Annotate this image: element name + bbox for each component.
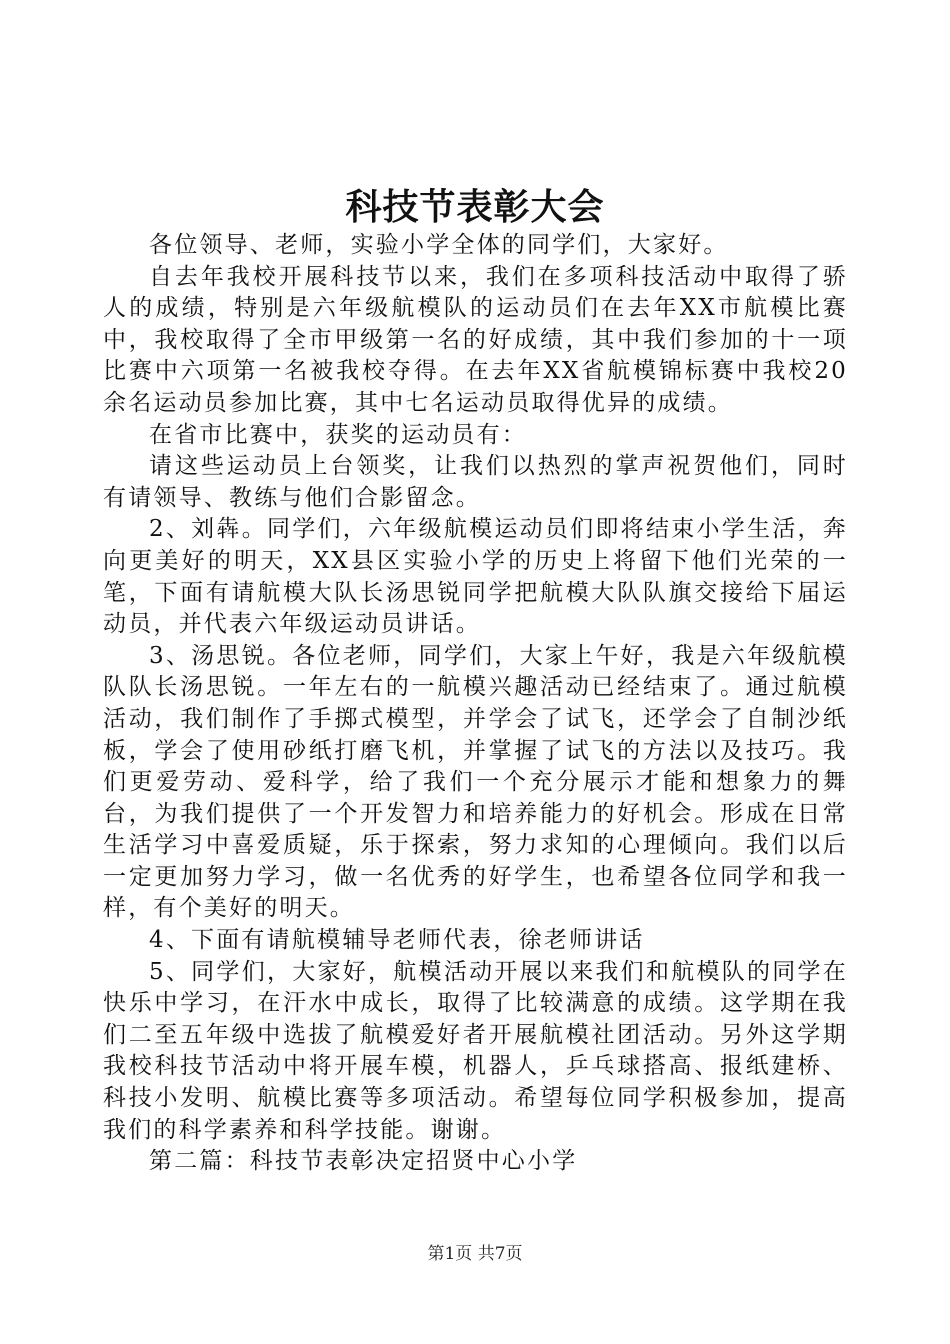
paragraph-second-article-heading: 第二篇：科技节表彰决定招贤中心小学 xyxy=(149,1148,578,1175)
page-indicator: 第1页 共7页 xyxy=(427,1244,523,1264)
paragraph-item-3: 3、汤思锐。各位老师，同学们，大家上午好，我是六年级航模队队长汤思锐。一年左右的一航模兴趣活动已经结束了。通过航模活动，我们制作了手掷式模型，并学会了试飞，还学会了自制沙纸板，学会了使用砂纸打磨飞机，并掌握了试飞的方法以及技巧。我们更爱劳动、爱科学，给了我们一个充分展示才能和想象力的舞台，为我们提供了一个开发智力和培养能力的好机会。形成在日常生活学习中喜爱质疑，乐于探索，努力求知的心理倾向。我们以后一定更加努力学习，做一名优秀的好学生，也希望各位同学和我一样，有个美好的明天。 xyxy=(103,642,848,922)
paragraph-award-ceremony: 请这些运动员上台领奖，让我们以热烈的掌声祝贺他们，同时有请领导、教练与他们合影留念。 xyxy=(103,453,848,511)
paragraph-greeting: 各位领导、老师，实验小学全体的同学们，大家好。 xyxy=(149,232,729,258)
paragraph-winners-intro: 在省市比赛中，获奖的运动员有： xyxy=(149,421,527,448)
paragraph-item-5: 5、同学们，大家好，航模活动开展以来我们和航模队的同学在快乐中学习，在汗水中成长，取得了比较满意的成绩。这学期在我们二至五年级中选拔了航模爱好者开展航模社团活动。另外这学期我校科技节活动中将开展车模，机器人，乒乓球搭高、报纸建桥、科技小发明、航模比赛等多项活动。希望每位同学积极参加，提高我们的科学素养和科学技能。谢谢。 xyxy=(103,958,848,1143)
paragraph-item-2: 2、刘犇。同学们，六年级航模运动员们即将结束小学生活，奔向更美好的明天，XX县区实验小学的历史上将留下他们光荣的一笔，下面有请航模大队长汤思锐同学把航模大队队旗交接给下届运动员，并代表六年级运动员讲话。 xyxy=(103,516,848,638)
paragraph-item-4: 4、下面有请航模辅导老师代表，徐老师讲话 xyxy=(149,927,645,954)
document-body xyxy=(103,230,848,1178)
paragraph-achievements: 自去年我校开展科技节以来，我们在多项科技活动中取得了骄人的成绩，特别是六年级航模队的运动员们在去年XX市航模比赛中，我校取得了全市甲级第一名的好成绩，其中我们参加的十一项比赛中六项第一名被我校夺得。在去年XX省航模锦标赛中我校20余名运动员参加比赛，其中七名运动员取得优异的成绩。 xyxy=(103,263,848,416)
document-title: 科技节表彰大会 xyxy=(345,186,605,228)
page-footer xyxy=(0,1242,950,1266)
